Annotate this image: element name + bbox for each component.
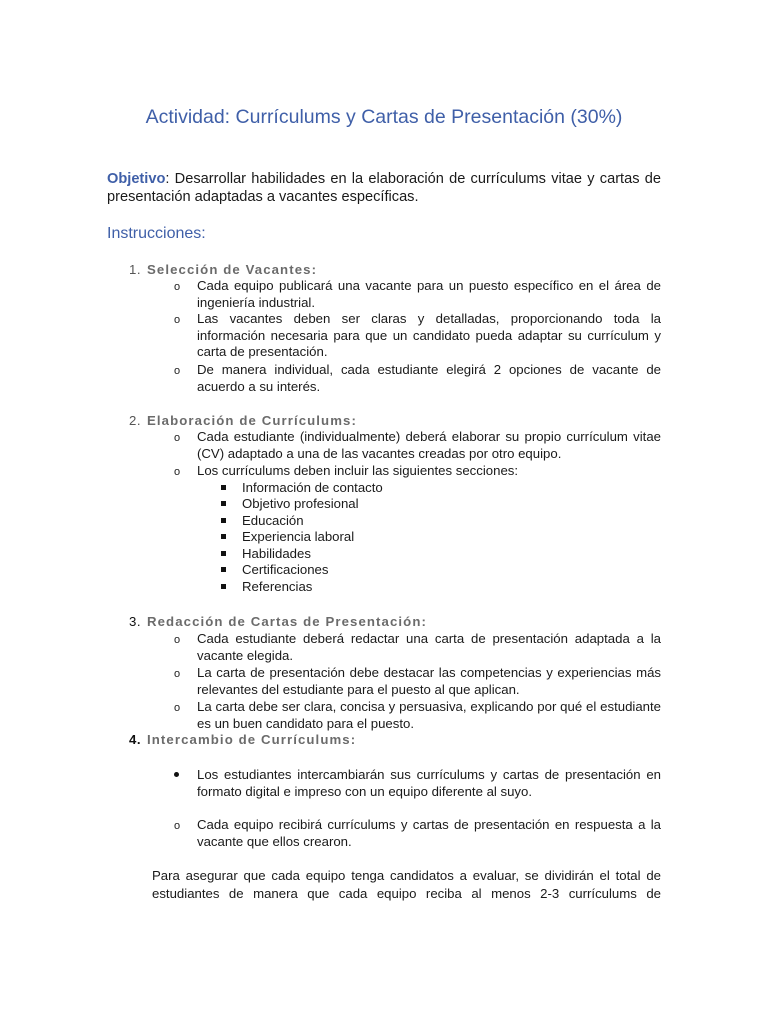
section-title: Redacción de Cartas de Presentación: (147, 614, 427, 629)
section-title: Elaboración de Currículums: (147, 413, 357, 428)
list-item: Cada equipo recibirá currículums y cartas de presentación en respuesta a la vacante que ellos crearon. (197, 817, 661, 849)
hollow-bullet-icon: o (174, 668, 181, 680)
hollow-bullet-icon: o (174, 702, 181, 714)
sub-list-item: Certificaciones (242, 562, 329, 577)
section-title: Selección de Vacantes: (147, 262, 318, 277)
section-title: Intercambio de Currículums: (147, 732, 357, 747)
square-bullet-icon (221, 518, 226, 523)
objective-paragraph (107, 170, 661, 206)
hollow-bullet-icon: o (174, 281, 181, 293)
hollow-bullet-icon: o (174, 314, 181, 326)
square-bullet-icon (221, 584, 226, 589)
sub-list-item: Referencias (242, 579, 313, 594)
section-number: 1. (129, 262, 141, 277)
objective-label: Objetivo (107, 171, 166, 187)
sub-list-item: Objetivo profesional (242, 496, 359, 511)
list-item: Cada estudiante (individualmente) deberá elaborar su propio currículum vitae (CV) adaptado a una de las vacantes creadas por otro equipo. (197, 429, 661, 461)
list-item: Cada equipo publicará una vacante para un puesto específico en el área de ingeniería industrial. (197, 278, 661, 310)
instructions-heading: Instrucciones: (107, 225, 206, 242)
section-number: 3. (129, 614, 141, 629)
list-item: Las vacantes deben ser claras y detalladas, proporcionando toda la información necesaria para que un candidato pueda adaptar su currículum y carta de presentación. (197, 311, 661, 360)
hollow-bullet-icon: o (174, 820, 181, 832)
list-item: Los estudiantes intercambiarán sus currículums y cartas de presentación en formato digital e impreso con un equipo diferente al suyo. (197, 767, 661, 799)
square-bullet-icon (221, 501, 226, 506)
hollow-bullet-icon: o (174, 634, 181, 646)
section-1-heading (129, 262, 317, 277)
square-bullet-icon (221, 534, 226, 539)
square-bullet-icon (221, 567, 226, 572)
square-bullet-icon (221, 551, 226, 556)
list-item: La carta debe ser clara, concisa y persuasiva, explicando por qué el estudiante es un buen candidato para el puesto. (197, 699, 661, 731)
list-item: De manera individual, cada estudiante elegirá 2 opciones de vacante de acuerdo a su interés. (197, 362, 661, 394)
list-item: La carta de presentación debe destacar las competencias y experiencias más relevantes del estudiante para el puesto al que aplican. (197, 665, 661, 697)
sub-list-item: Experiencia laboral (242, 529, 355, 544)
list-item: Cada estudiante deberá redactar una carta de presentación adaptada a la vacante elegida. (197, 631, 661, 663)
hollow-bullet-icon: o (174, 432, 181, 444)
hollow-bullet-icon: o (174, 466, 181, 478)
document-title: Actividad: Currículums y Cartas de Presentación (30%) (145, 106, 623, 128)
hollow-bullet-icon: o (174, 365, 181, 377)
closing-paragraph: Para asegurar que cada equipo tenga candidatos a evaluar, se dividirán el total de estudiantes de manera que cada equipo reciba al menos 2-3 currículums de (152, 868, 661, 901)
list-item: Los currículums deben incluir las siguientes secciones: (197, 463, 519, 478)
sub-list-item: Información de contacto (242, 480, 383, 495)
objective-text: : Desarrollar habilidades en la elaboración de currículums vitae y cartas de presentación adaptadas a vacantes específicas. (107, 171, 661, 205)
square-bullet-icon (221, 485, 226, 490)
sub-list-item: Habilidades (242, 546, 311, 561)
section-3-heading (129, 614, 427, 629)
section-4-heading (129, 732, 356, 747)
section-number: 2. (129, 413, 141, 428)
filled-bullet-icon (174, 772, 179, 777)
section-number: 4. (129, 732, 141, 747)
section-2-heading (129, 413, 357, 428)
sub-list-item: Educación (242, 513, 304, 528)
